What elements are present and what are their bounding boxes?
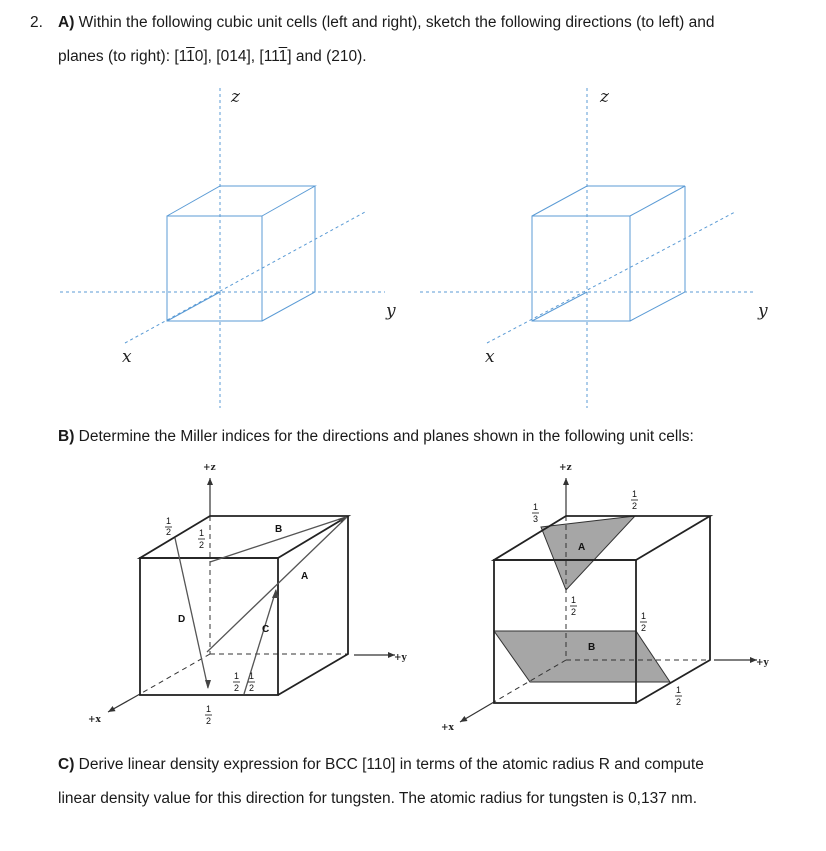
dir-z-label: +z <box>203 463 216 473</box>
svg-text:2: 2 <box>249 683 255 693</box>
part-b-text: Determine the Miller indices for the directions and planes shown in the following unit cells: <box>78 428 694 445</box>
svg-text:2: 2 <box>676 697 682 707</box>
svg-text:1: 1 <box>533 502 539 512</box>
svg-text:1: 1 <box>676 685 682 695</box>
svg-text:1: 1 <box>206 704 212 714</box>
vector-D <box>175 538 208 688</box>
svg-text:1: 1 <box>571 595 577 605</box>
svg-text:1: 1 <box>234 671 240 681</box>
fraction-bottom-1 <box>233 671 240 693</box>
svg-text:2: 2 <box>234 683 240 693</box>
svg-text:1: 1 <box>641 611 647 621</box>
cube-top-right <box>532 186 685 216</box>
cube-front-left <box>167 216 262 321</box>
direction-1: [110] <box>174 48 208 65</box>
x-label-left: x <box>122 347 132 367</box>
part-c-text: Derive linear density expression for BCC [110] in terms of the atomic radius R and compute <box>78 756 704 773</box>
svg-text:1: 1 <box>632 489 638 499</box>
plane-label-A: A <box>578 542 586 553</box>
svg-text:2: 2 <box>206 716 212 726</box>
cube-top-left <box>167 186 315 216</box>
z-label-right: z <box>600 87 609 107</box>
fraction-top-mid <box>198 528 205 550</box>
cube-bottom-edge-left <box>167 292 220 321</box>
label-A: A <box>301 571 309 582</box>
vector-A <box>207 517 347 652</box>
x-arrow-dir <box>108 694 140 712</box>
label-B: B <box>275 524 283 535</box>
fraction-half-z <box>570 595 577 617</box>
direction-3: [111] <box>259 48 292 65</box>
planes-figure <box>441 463 770 733</box>
svg-text:2: 2 <box>571 607 577 617</box>
fraction-half-top <box>631 489 638 511</box>
svg-text:2: 2 <box>632 501 638 511</box>
direction-2: [014] <box>216 48 251 65</box>
directions-cube-edges <box>140 516 348 695</box>
dir-x-label: +x <box>88 715 101 725</box>
plane-label-B: B <box>588 642 596 653</box>
fraction-half-bottom <box>675 685 682 707</box>
fraction-bottom-2 <box>248 671 255 693</box>
part-a-line2: planes (to right): [110], [014], [111] and (210). <box>58 48 367 65</box>
plane-z-label: +z <box>559 463 572 473</box>
cube-bottom-edge-right <box>532 292 587 321</box>
label-D: D <box>178 614 186 625</box>
plane-x-label: +x <box>441 723 454 733</box>
dir-y-label: +y <box>394 653 407 663</box>
fraction-top-left <box>165 516 172 537</box>
question-number: 2. <box>30 14 43 31</box>
svg-text:3: 3 <box>533 514 539 524</box>
x-hidden-dir <box>140 654 210 694</box>
part-a-prefix: planes (to right): <box>58 48 175 65</box>
y-label-right: y <box>758 301 768 321</box>
cube-front-right <box>532 216 630 321</box>
x-label-right: x <box>485 347 495 367</box>
fraction-one-third <box>532 502 539 524</box>
svg-text:2: 2 <box>641 623 647 633</box>
y-label-left: y <box>386 301 396 321</box>
x-axis-right <box>487 212 735 343</box>
directions-figure <box>88 463 408 726</box>
sketch-cube-right <box>420 88 755 408</box>
part-c-label: C) <box>58 756 75 773</box>
part-b-label: B) <box>58 428 75 445</box>
arrowhead-D <box>205 680 211 689</box>
x-arrow-planes <box>460 702 494 722</box>
x-axis-left <box>125 212 365 343</box>
svg-text:2: 2 <box>199 540 205 550</box>
part-a-text: Within the following cubic unit cells (left and right), sketch the following directions (to left) and <box>78 14 715 31</box>
svg-text:1: 1 <box>249 671 255 681</box>
fraction-half-right <box>640 611 647 633</box>
fraction-bottom-3 <box>205 704 212 726</box>
plane-210: (210). <box>326 48 367 65</box>
svg-text:1: 1 <box>199 528 205 538</box>
z-label-left: z <box>231 87 240 107</box>
plane-A-fill <box>541 516 635 590</box>
part-c-line2: linear density value for this direction for tungsten. The atomic radius for tungsten is 0,137 nm. <box>58 790 697 807</box>
part-a-label: A) <box>58 14 75 31</box>
sketch-cube-left <box>60 88 385 408</box>
plane-y-label: +y <box>756 658 769 668</box>
label-C: C <box>262 624 270 635</box>
plane-B-fill <box>494 631 670 682</box>
svg-text:2: 2 <box>166 527 172 537</box>
svg-text:1: 1 <box>166 516 172 526</box>
